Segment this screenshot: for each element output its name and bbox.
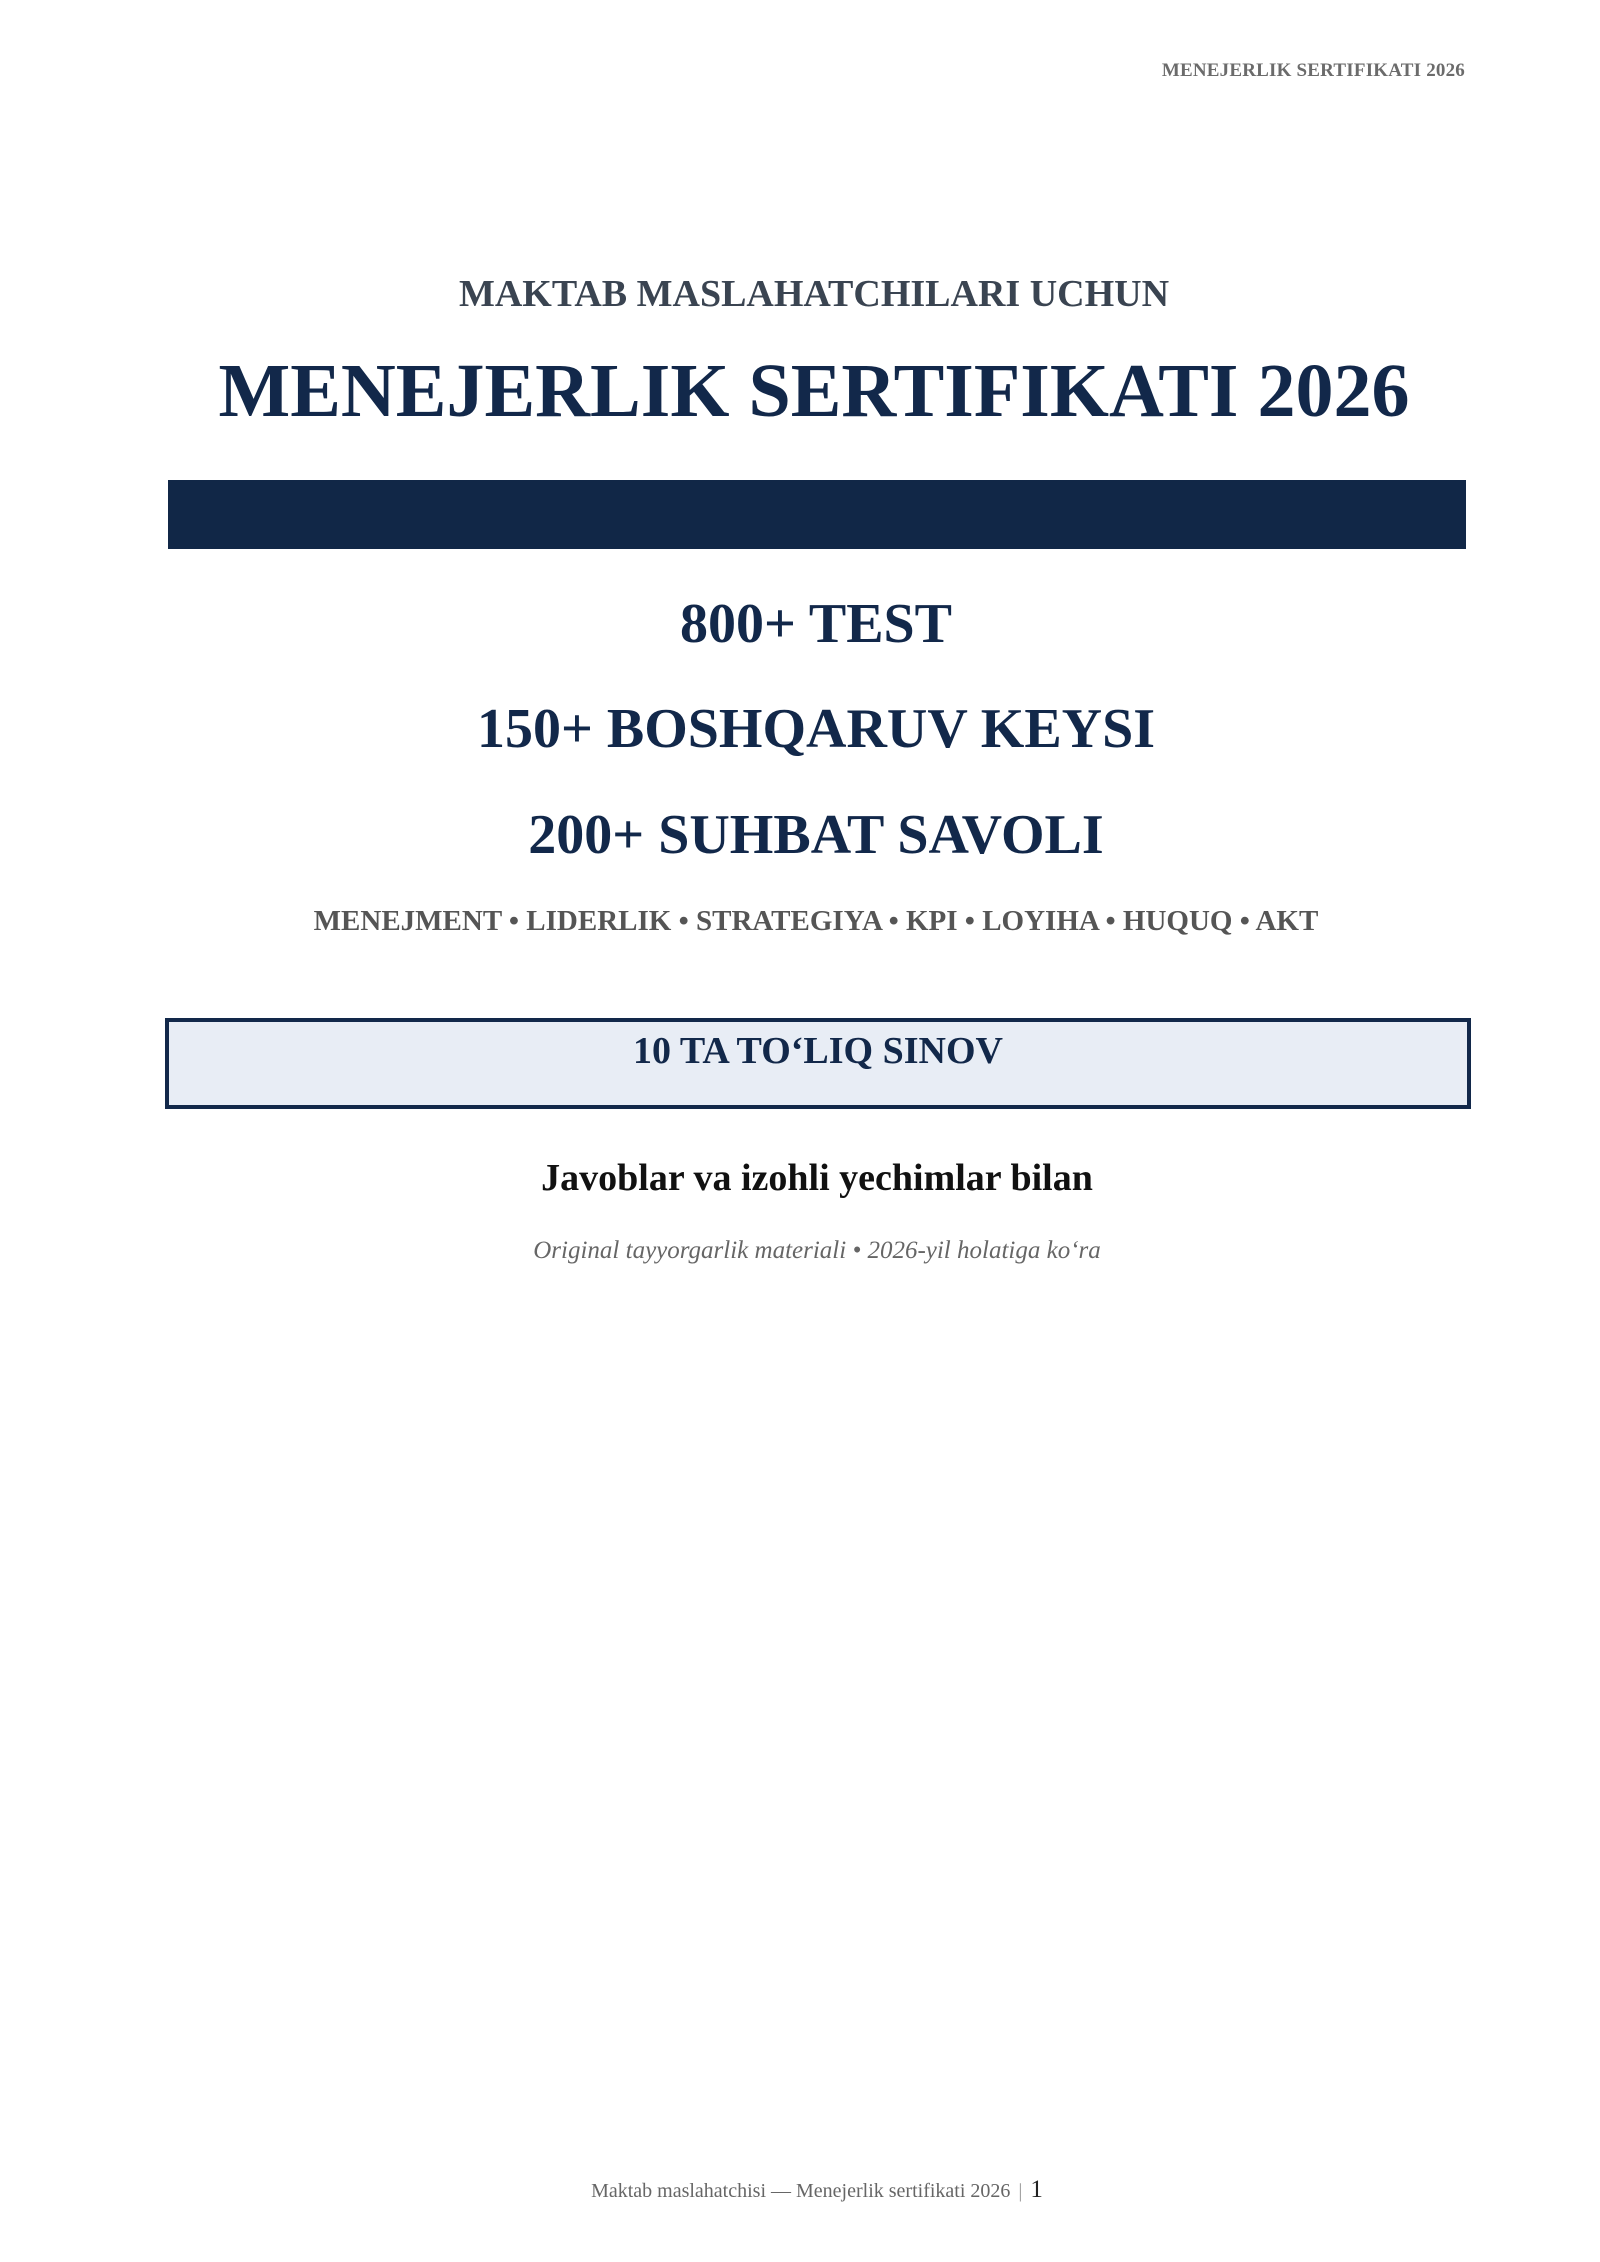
cover-title: MENEJERLIK SERTIFIKATI 2026 (218, 349, 1410, 433)
footer-text: Maktab maslahatchisi — Menejerlik sertifikati 2026 (591, 2180, 1011, 2202)
running-header: MENEJERLIK SERTIFIKATI 2026 (1161, 60, 1465, 81)
stat-cases: 150+ BOSHQARUV KEYSI (476, 698, 1156, 760)
note-line: Original tayyorgarlik materiali • 2026-yil holatiga ko‘ra (533, 1237, 1101, 1264)
exam-box-label: 10 TA TO‘LIQ SINOV (633, 1030, 1003, 1072)
page-number: 1 (1030, 2176, 1043, 2203)
title-divider-band (168, 480, 1466, 549)
cover-kicker: MAKTAB MASLAHATCHILARI UCHUN (458, 273, 1170, 315)
stat-interview-questions: 200+ SUHBAT SAVOLI (528, 804, 1104, 866)
stat-tests: 800+ TEST (679, 593, 953, 655)
exam-box (165, 1018, 1471, 1109)
answers-line: Javoblar va izohli yechimlar bilan (541, 1157, 1093, 1199)
footer-separator: | (1018, 2180, 1023, 2202)
topics-line: MENEJMENT • LIDERLIK • STRATEGIYA • KPI • LOYIHA • HUQUQ • AKT (313, 905, 1319, 937)
page-footer (0, 2176, 1600, 2204)
